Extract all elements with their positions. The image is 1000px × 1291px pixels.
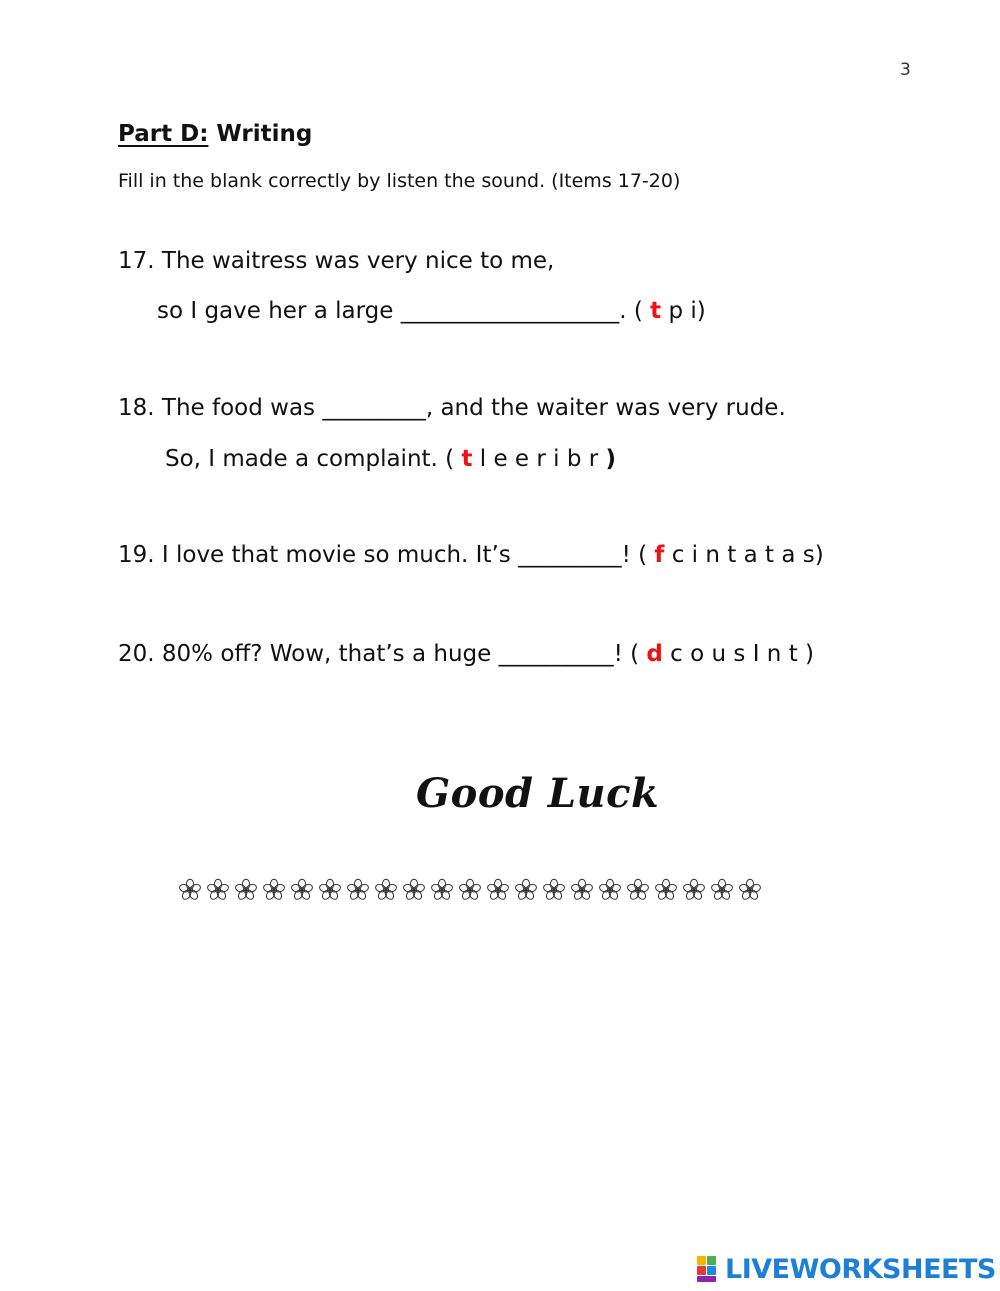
- item-20-hint-letters: c o u s I n t ): [662, 641, 814, 667]
- page-number: 3: [900, 60, 911, 80]
- flower-icon: [598, 878, 622, 902]
- flower-icon: [626, 878, 650, 902]
- flower-icon: [402, 878, 426, 902]
- flower-icon: [458, 878, 482, 902]
- item-18-hint-letters: l e e r i b r: [472, 446, 606, 472]
- flower-border: [178, 878, 762, 902]
- flower-icon: [178, 878, 202, 902]
- item-18-hint-close: ): [605, 446, 617, 472]
- item-18-line-2: [165, 446, 616, 472]
- item-17-hint-letters: p i): [661, 298, 706, 324]
- flower-icon: [542, 878, 566, 902]
- item-18-hint-first-letter: t: [461, 446, 473, 472]
- brand-logo-icon: [697, 1256, 723, 1284]
- item-18-line-1: 18. The food was _________, and the waiter was very rude.: [118, 395, 786, 421]
- flower-icon: [514, 878, 538, 902]
- item-17-hint-first-letter: t: [650, 298, 662, 324]
- flower-icon: [262, 878, 286, 902]
- brand-name: LIVEWORKSHEETS: [725, 1254, 996, 1285]
- item-20-text: 20. 80% off? Wow, that’s a huge __________! (: [118, 641, 647, 667]
- item-17-text: so I gave her a large ___________________. (: [157, 298, 651, 324]
- item-20-line: [118, 641, 814, 667]
- flower-icon: [374, 878, 398, 902]
- section-heading: [118, 121, 312, 147]
- item-19-line: [118, 542, 824, 568]
- item-19-text: 19. I love that movie so much. It’s _________! (: [118, 542, 655, 568]
- brand-footer: [697, 1254, 996, 1285]
- section-label: Part D:: [118, 121, 209, 147]
- flower-icon: [654, 878, 678, 902]
- flower-icon: [234, 878, 258, 902]
- item-17-line-1: 17. The waitress was very nice to me,: [118, 248, 555, 274]
- flower-icon: [318, 878, 342, 902]
- item-20-hint-first-letter: d: [646, 641, 663, 667]
- flower-icon: [430, 878, 454, 902]
- flower-icon: [738, 878, 762, 902]
- closing-message: Good Luck: [416, 770, 660, 817]
- flower-icon: [682, 878, 706, 902]
- item-17-line-2: [157, 298, 706, 324]
- item-19-hint-letters: c i n t a t a s): [664, 542, 824, 568]
- flower-icon: [206, 878, 230, 902]
- item-19-hint-first-letter: f: [654, 542, 665, 568]
- flower-icon: [486, 878, 510, 902]
- flower-icon: [570, 878, 594, 902]
- flower-icon: [710, 878, 734, 902]
- flower-icon: [290, 878, 314, 902]
- flower-icon: [346, 878, 370, 902]
- instructions: Fill in the blank correctly by listen the sound. (Items 17-20): [118, 170, 681, 192]
- item-18-text: So, I made a complaint. (: [165, 446, 462, 472]
- section-title: Writing: [216, 121, 313, 147]
